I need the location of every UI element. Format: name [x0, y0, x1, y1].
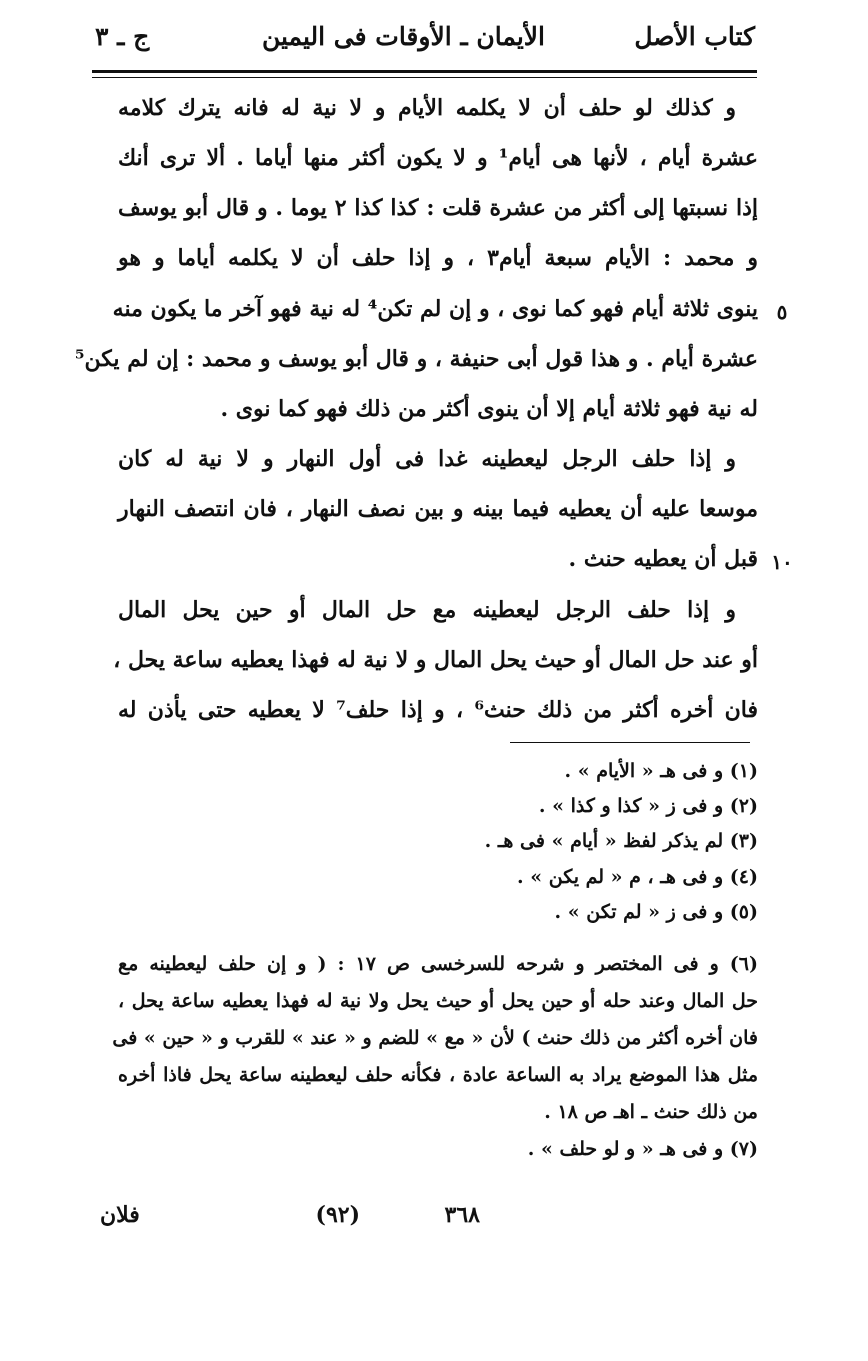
text-line: عشرة أيام ، لأنها هى أيام¹ و لا يكون أكثر منها أياما . ألا ترى أنك — [118, 145, 758, 171]
sheet-label: فلان — [100, 1202, 140, 1228]
header-rule-thin — [92, 77, 757, 78]
footnote: (٤) و فى هـ ، م « لم يكن » . — [517, 866, 758, 888]
text-line: عشرة أيام . و هذا قول أبى حنيفة ، و قال أبو يوسف و محمد : إن لم يكن⁵ — [74, 346, 758, 372]
text-line: ينوى ثلاثة أيام فهو كما نوى ، و إن لم تكن⁴ له نية فهو آخر ما يكون منه — [112, 296, 758, 322]
book-title: كتاب الأصل — [634, 22, 755, 51]
text-line: و محمد : الأيام سبعة أيام٣ ، و إذا حلف أن لا يكلمه أياما و هو — [118, 245, 758, 271]
text-line: أو عند حل المال أو حيث يحل المال و لا نية له فهذا يعطيه ساعة يحل ، — [113, 647, 758, 673]
header-rule-thick — [92, 70, 757, 73]
page-number: ٣٦٨ — [444, 1202, 480, 1228]
text-line: له نية فهو ثلاثة أيام إلا أن ينوى أكثر من ذلك فهو كما نوى . — [220, 396, 758, 422]
line-number-10: ١٠ — [771, 550, 793, 574]
footnote: (٥) و فى ز « لم تكن » . — [554, 901, 758, 923]
text-line: قبل أن يعطيه حنث . — [568, 546, 758, 572]
footnote: (٢) و فى ز « كذا و كذا » . — [538, 795, 758, 817]
footnote-continuation: من ذلك حنث ـ اهـ ص ١٨ . — [544, 1101, 758, 1123]
signature-mark: (٩٢) — [315, 1202, 360, 1228]
text-line: و كذلك لو حلف أن لا يكلمه الأيام و لا نية له فانه يترك كلامه — [118, 95, 736, 121]
footnote-continuation: حل المال وعند حله أو حين يحل أو حيث يحل ولا نية له فهذا يعطيه ساعة يحل ، — [118, 990, 758, 1012]
text-line: إذا نسبتها إلى أكثر من عشرة قلت : كذا كذا ٢ يوما . و قال أبو يوسف — [118, 195, 758, 221]
footnote: (١) و فى هـ « الأيام » . — [564, 760, 758, 782]
running-header — [95, 22, 755, 62]
footnote: (٣) لم يذكر لفظ « أيام » فى هـ . — [484, 830, 758, 852]
footnote-continuation: مثل هذا الموضع يراد به الساعة عادة ، فكأنه حلف ليعطينه ساعة يحل فاذا أخره — [118, 1064, 758, 1086]
page-footer — [100, 1202, 480, 1242]
text-line: و إذا حلف الرجل ليعطينه مع حل المال أو حين يحل المال — [118, 597, 736, 623]
footnote-rule — [510, 742, 750, 743]
line-number-5: ٥ — [776, 300, 788, 324]
footnote-continuation: فان أخره أكثر من ذلك حنث ) لأن « مع » للضم و « عند » للقرب و « حين » فى — [112, 1027, 758, 1049]
footnote: (٦) و فى المختصر و شرحه للسرخسى ص ١٧ : ( و إن حلف ليعطينه مع — [118, 953, 758, 975]
text-line: فان أخره أكثر من ذلك حنث⁶ ، و إذا حلف⁷ لا يعطيه حتى يأذن له — [118, 697, 758, 723]
chapter-title: الأيمان ـ الأوقات فى اليمين — [261, 22, 545, 51]
text-line: موسعا عليه أن يعطيه فيما بينه و بين نصف النهار ، فان انتصف النهار — [118, 496, 758, 522]
footnote: (٧) و فى هـ « و لو حلف » . — [527, 1138, 758, 1160]
text-line: و إذا حلف الرجل ليعطينه غدا فى أول النهار و لا نية له كان — [118, 446, 736, 472]
volume-label: ج ـ ٣ — [95, 22, 150, 51]
